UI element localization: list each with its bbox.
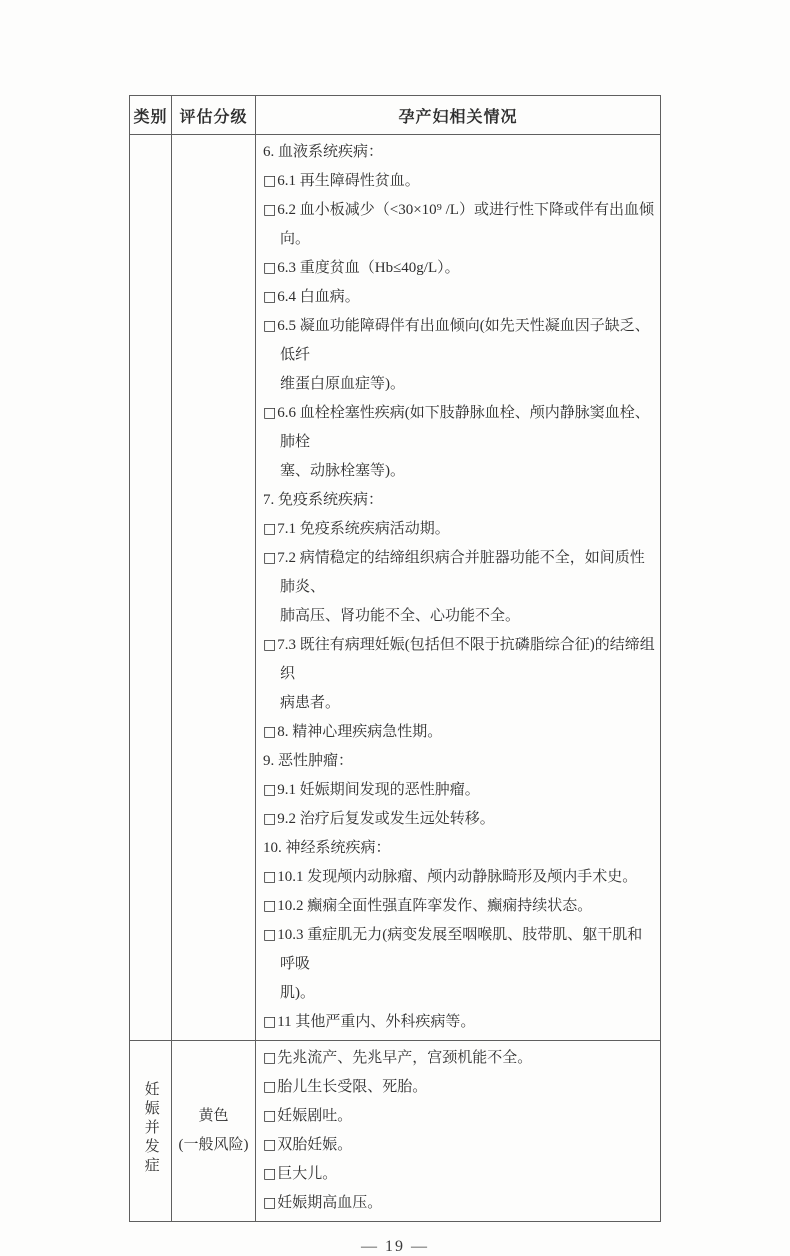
condition-line: □6.1 再生障碍性贫血。 <box>263 173 420 189</box>
page-number: — 19 — <box>361 1238 429 1255</box>
condition-line: □双胎妊娠。 <box>263 1137 353 1153</box>
condition-line: □妊娠期高血压。 <box>263 1195 383 1211</box>
condition-line: 肌)。 <box>280 985 315 1001</box>
col-header-category: 类别 <box>130 96 172 135</box>
condition-line: □胎儿生长受限、死胎。 <box>263 1079 428 1095</box>
condition-group-heading <box>263 486 656 515</box>
checkbox-icon: □ <box>263 173 277 189</box>
checkbox-icon: □ <box>263 521 277 537</box>
checkbox-icon: □ <box>263 1166 277 1182</box>
category-cell <box>130 1041 172 1222</box>
condition-line: □6.4 白血病。 <box>263 289 360 305</box>
condition-item <box>263 718 656 747</box>
condition-item <box>263 1102 656 1131</box>
checkbox-icon: □ <box>263 260 277 276</box>
grade-label: 黄色 <box>198 1108 229 1124</box>
condition-item <box>263 283 656 312</box>
checkbox-icon: □ <box>263 1014 277 1030</box>
condition-line: □10.3 重症肌无力(病变发展至咽喉肌、肢带肌、躯干肌和呼吸 <box>263 927 643 972</box>
condition-item <box>263 921 656 1008</box>
table-body <box>130 135 661 1222</box>
condition-item <box>263 1073 656 1102</box>
col-header-situation: 孕产妇相关情况 <box>256 96 661 135</box>
grade-label: (一般风险) <box>178 1137 249 1153</box>
checkbox-icon: □ <box>263 1050 277 1066</box>
checkbox-icon: □ <box>263 782 277 798</box>
condition-line: □6.6 血栓栓塞性疾病(如下肢静脉血栓、颅内静脉窦血栓、肺栓 <box>263 405 650 450</box>
condition-line: □先兆流产、先兆早产，宫颈机能不全。 <box>263 1050 533 1066</box>
col-header-grade: 评估分级 <box>172 96 256 135</box>
condition-line: □7.1 免疫系统疾病活动期。 <box>263 521 450 537</box>
category-label: 妊娠并发症 <box>142 1081 159 1176</box>
checkbox-icon: □ <box>263 289 277 305</box>
header-row <box>130 96 661 135</box>
condition-line: □6.2 血小板减少（<30×10⁹ /L）或进行性下降或伴有出血倾向。 <box>263 202 654 247</box>
condition-line: □10.1 发现颅内动脉瘤、颅内动静脉畸形及颅内手术史。 <box>263 869 638 885</box>
checkbox-icon: □ <box>263 1079 277 1095</box>
condition-item <box>263 399 656 486</box>
condition-line: □10.2 癫痫全面性强直阵挛发作、癫痫持续状态。 <box>263 898 593 914</box>
condition-line: □巨大儿。 <box>263 1166 338 1182</box>
condition-group-heading <box>263 138 656 167</box>
condition-item <box>263 1189 656 1218</box>
risk-assessment-table <box>129 95 661 1222</box>
checkbox-icon: □ <box>263 1108 277 1124</box>
condition-line: 肺高压、肾功能不全、心功能不全。 <box>280 608 521 624</box>
condition-item <box>263 167 656 196</box>
checkbox-icon: □ <box>263 405 277 421</box>
category-cell <box>130 135 172 1041</box>
situation-cell <box>256 135 661 1041</box>
condition-group-heading <box>263 834 656 863</box>
checkbox-icon: □ <box>263 869 277 885</box>
checkbox-icon: □ <box>263 927 277 943</box>
condition-line: 病患者。 <box>280 695 341 711</box>
checkbox-icon: □ <box>263 898 277 914</box>
condition-line: □8. 精神心理疾病急性期。 <box>263 724 443 740</box>
condition-item <box>263 254 656 283</box>
document-page <box>0 95 790 1255</box>
grade-cell <box>172 135 256 1041</box>
grade-cell <box>172 1041 256 1222</box>
condition-line: 6. 血液系统疾病： <box>263 144 384 160</box>
condition-line: □妊娠剧吐。 <box>263 1108 353 1124</box>
condition-item <box>263 776 656 805</box>
condition-item <box>263 631 656 718</box>
condition-item <box>263 312 656 399</box>
condition-line: □11 其他严重内、外科疾病等。 <box>263 1014 476 1030</box>
condition-line: 9. 恶性肿瘤： <box>263 753 354 769</box>
condition-line: 维蛋白原血症等)。 <box>280 376 405 392</box>
checkbox-icon: □ <box>263 811 277 827</box>
checkbox-icon: □ <box>263 1137 277 1153</box>
condition-line: 塞、动脉栓塞等)。 <box>280 463 405 479</box>
condition-line: □7.2 病情稳定的结缔组织病合并脏器功能不全，如间质性肺炎、 <box>263 550 645 595</box>
condition-line: □6.5 凝血功能障碍伴有出血倾向(如先天性凝血因子缺乏、低纤 <box>263 318 650 363</box>
condition-line: □6.3 重度贫血（Hb≤40g/L）。 <box>263 260 460 276</box>
checkbox-icon: □ <box>263 202 277 218</box>
condition-item <box>263 1131 656 1160</box>
condition-item <box>263 1044 656 1073</box>
condition-item <box>263 1008 656 1037</box>
condition-item <box>263 196 656 254</box>
table-row <box>130 1041 661 1222</box>
checkbox-icon: □ <box>263 318 277 334</box>
table-row <box>130 135 661 1041</box>
condition-line: □9.1 妊娠期间发现的恶性肿瘤。 <box>263 782 480 798</box>
condition-line: 10. 神经系统疾病： <box>263 840 391 856</box>
condition-item <box>263 544 656 631</box>
checkbox-icon: □ <box>263 637 277 653</box>
condition-item <box>263 515 656 544</box>
condition-line: 7. 免疫系统疾病： <box>263 492 384 508</box>
situation-cell <box>256 1041 661 1222</box>
condition-line: □7.3 既往有病理妊娠(包括但不限于抗磷脂综合征)的结缔组织 <box>263 637 655 682</box>
checkbox-icon: □ <box>263 724 277 740</box>
checkbox-icon: □ <box>263 550 277 566</box>
condition-line: □9.2 治疗后复发或发生远处转移。 <box>263 811 495 827</box>
condition-item <box>263 892 656 921</box>
condition-item <box>263 805 656 834</box>
condition-item <box>263 1160 656 1189</box>
condition-item <box>263 863 656 892</box>
checkbox-icon: □ <box>263 1195 277 1211</box>
condition-group-heading <box>263 747 656 776</box>
